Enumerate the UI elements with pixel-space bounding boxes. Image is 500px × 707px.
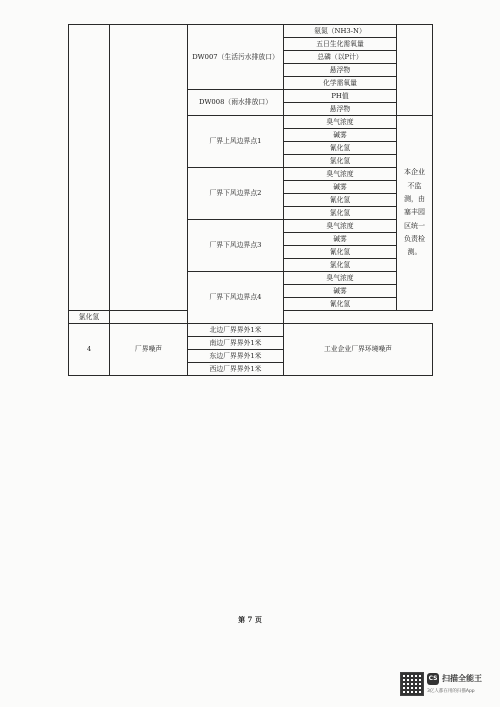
param-cell: 氰化氢 — [284, 246, 397, 259]
scanner-tagline: 3亿人都在用的扫描App — [427, 689, 475, 694]
boundary-point-1: 厂界上风边界点1 — [188, 116, 284, 168]
param-cell: 碱雾 — [284, 181, 397, 194]
blank-note-cell — [397, 25, 433, 116]
param-cell: 悬浮物 — [284, 103, 397, 116]
monitoring-note: 本企业不监测，由塞丰园区统一负责检测。 — [397, 116, 433, 311]
noise-standard: 工业企业厂界环境噪声 — [284, 324, 433, 376]
monitoring-table — [68, 24, 433, 376]
param-cell: 氰化氢 — [284, 298, 397, 311]
page-number: 第 7 页 — [238, 615, 262, 624]
scanner-watermark — [400, 670, 492, 700]
noise-point: 东边厂界界外1米 — [188, 350, 284, 363]
param-cell: 氰化氢 — [284, 142, 397, 155]
param-cell: 悬浮物 — [284, 64, 397, 77]
param-cell: 碱雾 — [284, 129, 397, 142]
param-cell: 氯化氢 — [284, 259, 397, 272]
param-cell: 臭气浓度 — [284, 272, 397, 285]
param-cell: 氯化氢 — [284, 155, 397, 168]
param-cell: 氯化氢 — [284, 207, 397, 220]
param-cell: 氯化氢 — [69, 311, 110, 324]
boundary-point-3: 厂界下风边界点3 — [188, 220, 284, 272]
no-cell-blank — [69, 25, 110, 311]
boundary-point-4: 厂界下风边界点4 — [188, 272, 284, 324]
item-cell-blank — [110, 25, 188, 311]
outlet-dw007: DW007（生活污水排放口） — [188, 25, 284, 90]
noise-point: 南边厂界界外1米 — [188, 337, 284, 350]
param-cell: 氨氮（NH3-N） — [284, 25, 397, 38]
param-cell: 碱雾 — [284, 233, 397, 246]
param-cell: 碱雾 — [284, 285, 397, 298]
param-cell: 氰化氢 — [284, 194, 397, 207]
qr-code-icon — [400, 672, 424, 696]
scanner-brand: 扫描全能王 — [442, 674, 482, 683]
param-cell: PH值 — [284, 90, 397, 103]
param-cell: 臭气浓度 — [284, 168, 397, 181]
param-cell: 臭气浓度 — [284, 220, 397, 233]
camscanner-logo-icon: CS — [427, 673, 439, 685]
row-number: 4 — [69, 324, 110, 376]
param-cell: 化学需氧量 — [284, 77, 397, 90]
outlet-dw008: DW008（雨水排放口） — [188, 90, 284, 116]
param-cell: 臭气浓度 — [284, 116, 397, 129]
param-cell: 五日生化需氧量 — [284, 38, 397, 51]
noise-item: 厂界噪声 — [110, 324, 188, 376]
param-cell: 总磷（以P计） — [284, 51, 397, 64]
boundary-point-2: 厂界下风边界点2 — [188, 168, 284, 220]
noise-point: 西边厂界界外1米 — [188, 363, 284, 376]
noise-point: 北边厂界界外1米 — [188, 324, 284, 337]
